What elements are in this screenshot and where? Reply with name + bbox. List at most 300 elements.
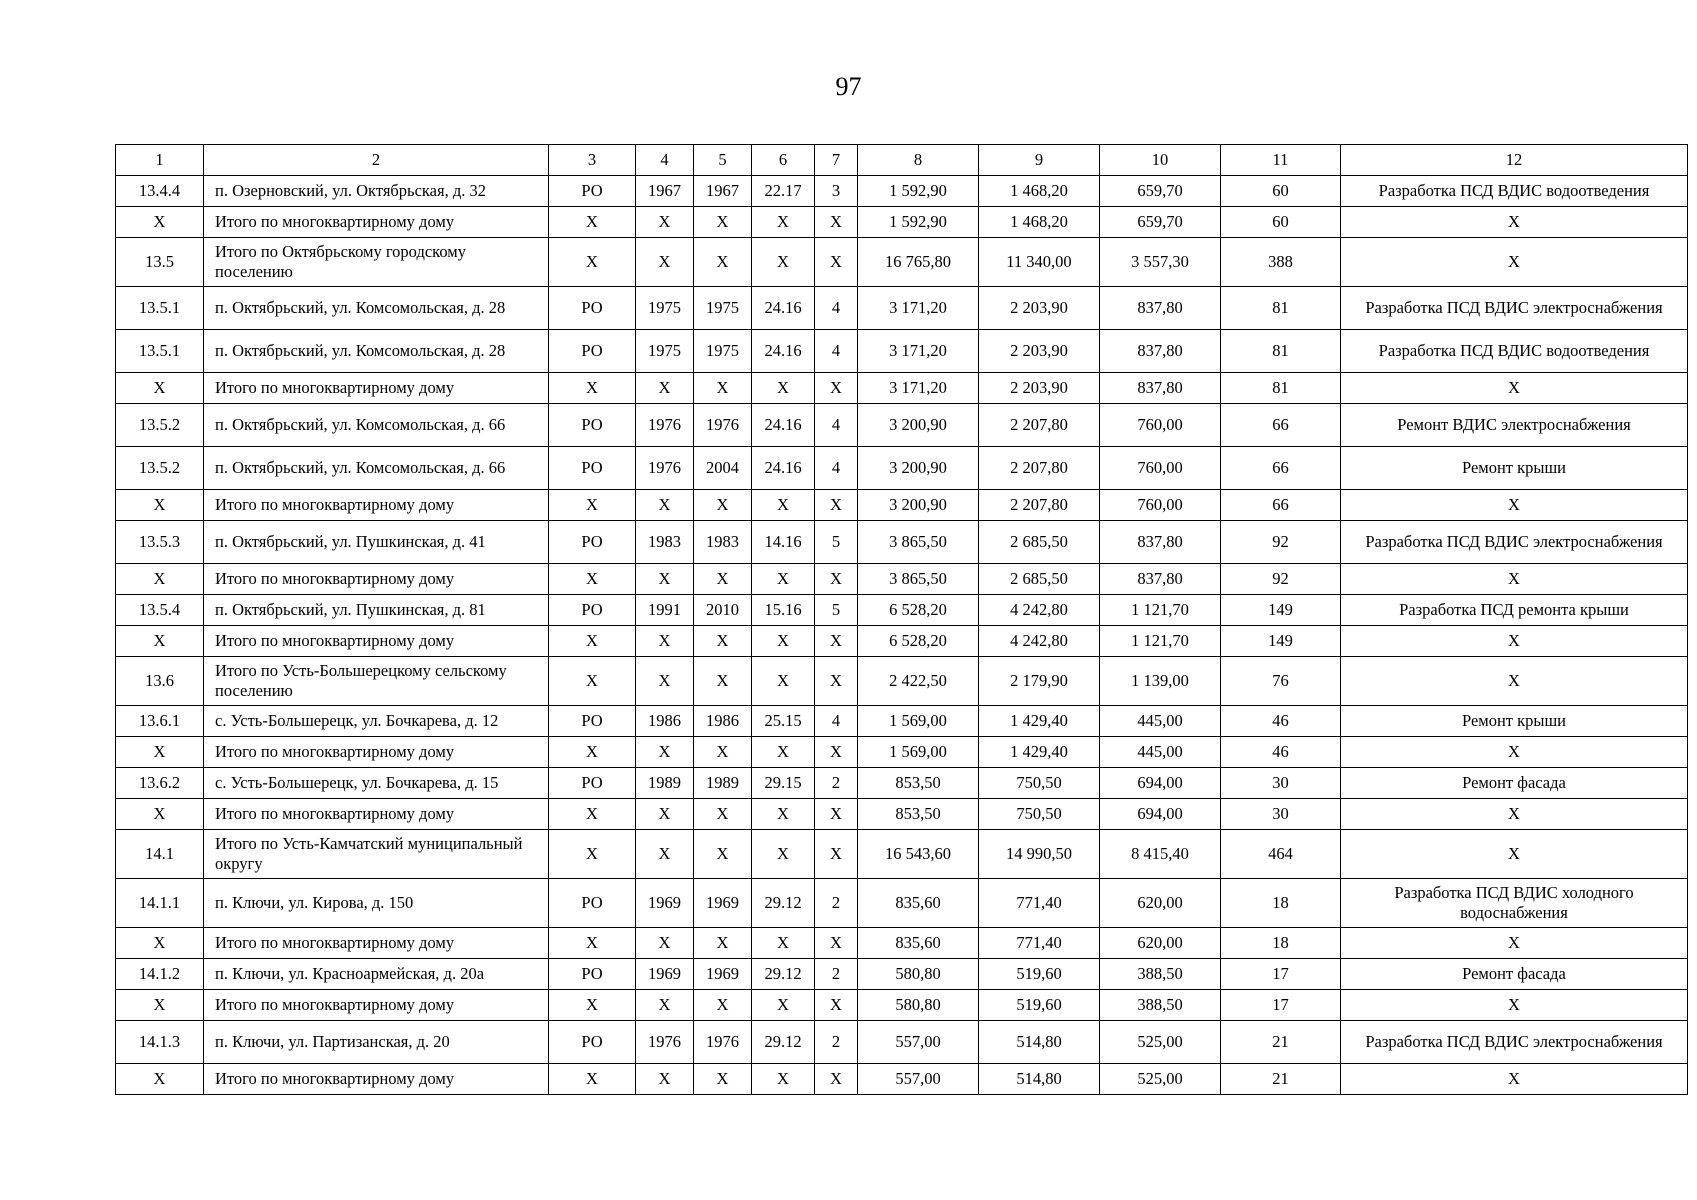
owner-method-cell: X [549,928,636,959]
cost-cell: 445,00 [1100,737,1221,768]
owner-method-cell: X [549,373,636,404]
owner-method-cell: РО [549,404,636,447]
repair-year-cell: X [694,626,752,657]
residents-cell: 92 [1221,564,1341,595]
work-type-cell: X [1341,490,1688,521]
living-area-cell: 4 242,80 [979,626,1100,657]
work-type-cell: Разработка ПСД ВДИС водоотведения [1341,176,1688,207]
living-area-cell: 771,40 [979,928,1100,959]
locality-code-cell: 24.16 [752,330,815,373]
owner-method-cell: X [549,490,636,521]
living-area-cell: 2 685,50 [979,521,1100,564]
repair-year-cell: 1969 [694,959,752,990]
floors-cell: X [815,490,858,521]
locality-code-cell: 24.16 [752,404,815,447]
floors-cell: X [815,564,858,595]
row-number-cell: 13.6 [116,657,204,706]
construction-year-cell: X [636,737,694,768]
locality-code-cell: X [752,990,815,1021]
table-row [116,595,1688,626]
residents-cell: 46 [1221,737,1341,768]
column-number: 9 [979,145,1100,176]
living-area-cell: 2 203,90 [979,330,1100,373]
table-row [116,287,1688,330]
construction-year-cell: X [636,830,694,879]
residents-cell: 66 [1221,490,1341,521]
row-number-cell: X [116,373,204,404]
owner-method-cell: X [549,626,636,657]
floors-cell: 5 [815,521,858,564]
owner-method-cell: X [549,564,636,595]
repair-year-cell: X [694,990,752,1021]
repair-year-cell: 1976 [694,404,752,447]
locality-code-cell: 25.15 [752,706,815,737]
row-number-cell: X [116,1064,204,1095]
address-cell: п. Октябрьский, ул. Пушкинская, д. 81 [204,595,549,626]
residents-cell: 17 [1221,990,1341,1021]
address-cell: Итого по многоквартирному дому [204,564,549,595]
floors-cell: X [815,238,858,287]
address-cell: Итого по Усть-Камчатский муниципальный округу [204,830,549,879]
table-row [116,928,1688,959]
total-area-cell: 3 200,90 [858,490,979,521]
work-type-cell: X [1341,737,1688,768]
column-number: 5 [694,145,752,176]
residents-cell: 17 [1221,959,1341,990]
table-row [116,207,1688,238]
locality-code-cell: X [752,799,815,830]
owner-method-cell: РО [549,879,636,928]
living-area-cell: 2 203,90 [979,287,1100,330]
living-area-cell: 519,60 [979,990,1100,1021]
owner-method-cell: X [549,799,636,830]
repair-year-cell: X [694,657,752,706]
total-area-cell: 557,00 [858,1021,979,1064]
floors-cell: 4 [815,447,858,490]
repair-year-cell: 1976 [694,1021,752,1064]
construction-year-cell: 1967 [636,176,694,207]
construction-year-cell: 1976 [636,1021,694,1064]
total-area-cell: 2 422,50 [858,657,979,706]
total-area-cell: 835,60 [858,879,979,928]
locality-code-cell: 24.16 [752,447,815,490]
owner-method-cell: X [549,657,636,706]
address-cell: Итого по многоквартирному дому [204,990,549,1021]
repair-year-cell: X [694,373,752,404]
repair-year-cell: X [694,490,752,521]
construction-year-cell: 1976 [636,404,694,447]
living-area-cell: 750,50 [979,768,1100,799]
total-area-cell: 580,80 [858,990,979,1021]
cost-cell: 659,70 [1100,176,1221,207]
floors-cell: 2 [815,879,858,928]
cost-cell: 694,00 [1100,768,1221,799]
cost-cell: 694,00 [1100,799,1221,830]
construction-year-cell: X [636,657,694,706]
cost-cell: 445,00 [1100,706,1221,737]
locality-code-cell: X [752,737,815,768]
cost-cell: 620,00 [1100,879,1221,928]
column-number: 11 [1221,145,1341,176]
living-area-cell: 1 468,20 [979,207,1100,238]
work-type-cell: Разработка ПСД ВДИС холодного водоснабжения [1341,879,1688,928]
work-type-cell: Ремонт фасада [1341,768,1688,799]
locality-code-cell: X [752,928,815,959]
address-cell: Итого по многоквартирному дому [204,1064,549,1095]
row-number-cell: 13.5.2 [116,404,204,447]
living-area-cell: 14 990,50 [979,830,1100,879]
construction-year-cell: 1969 [636,959,694,990]
residents-cell: 388 [1221,238,1341,287]
total-area-cell: 16 765,80 [858,238,979,287]
total-area-cell: 6 528,20 [858,595,979,626]
address-cell: с. Усть-Большерецк, ул. Бочкарева, д. 12 [204,706,549,737]
residents-cell: 81 [1221,373,1341,404]
table-row [116,238,1688,287]
owner-method-cell: X [549,238,636,287]
row-number-cell: 13.5.4 [116,595,204,626]
locality-code-cell: 24.16 [752,287,815,330]
work-type-cell: Разработка ПСД ВДИС водоотведения [1341,330,1688,373]
repair-year-cell: 1975 [694,287,752,330]
table-row [116,879,1688,928]
address-cell: Итого по многоквартирному дому [204,207,549,238]
residents-cell: 18 [1221,879,1341,928]
work-type-cell: Разработка ПСД ВДИС электроснабжения [1341,1021,1688,1064]
address-cell: п. Ключи, ул. Кирова, д. 150 [204,879,549,928]
floors-cell: X [815,657,858,706]
work-type-cell: X [1341,830,1688,879]
row-number-cell: X [116,928,204,959]
cost-cell: 388,50 [1100,990,1221,1021]
residents-cell: 21 [1221,1021,1341,1064]
work-type-cell: X [1341,564,1688,595]
work-type-cell: Ремонт крыши [1341,447,1688,490]
locality-code-cell: 29.15 [752,768,815,799]
residents-cell: 81 [1221,330,1341,373]
floors-cell: 4 [815,706,858,737]
row-number-cell: 13.6.2 [116,768,204,799]
residents-cell: 60 [1221,207,1341,238]
floors-cell: 4 [815,404,858,447]
column-number: 8 [858,145,979,176]
construction-year-cell: X [636,799,694,830]
floors-cell: 4 [815,287,858,330]
column-number: 1 [116,145,204,176]
living-area-cell: 750,50 [979,799,1100,830]
floors-cell: X [815,626,858,657]
address-cell: п. Ключи, ул. Красноармейская, д. 20а [204,959,549,990]
locality-code-cell: 15.16 [752,595,815,626]
living-area-cell: 2 203,90 [979,373,1100,404]
owner-method-cell: РО [549,447,636,490]
address-cell: п. Ключи, ул. Партизанская, д. 20 [204,1021,549,1064]
row-number-cell: X [116,564,204,595]
repair-year-cell: 1986 [694,706,752,737]
cost-cell: 620,00 [1100,928,1221,959]
repair-year-cell: 1967 [694,176,752,207]
owner-method-cell: X [549,990,636,1021]
locality-code-cell: 29.12 [752,879,815,928]
work-type-cell: X [1341,1064,1688,1095]
work-type-cell: Ремонт фасада [1341,959,1688,990]
locality-code-cell: X [752,626,815,657]
total-area-cell: 557,00 [858,1064,979,1095]
living-area-cell: 519,60 [979,959,1100,990]
address-cell: п. Октябрьский, ул. Комсомольская, д. 66 [204,447,549,490]
column-number: 10 [1100,145,1221,176]
total-area-cell: 3 200,90 [858,447,979,490]
total-area-cell: 3 865,50 [858,521,979,564]
total-area-cell: 3 171,20 [858,373,979,404]
cost-cell: 837,80 [1100,287,1221,330]
construction-year-cell: X [636,928,694,959]
total-area-cell: 16 543,60 [858,830,979,879]
construction-year-cell: X [636,626,694,657]
repair-year-cell: X [694,737,752,768]
living-area-cell: 1 429,40 [979,737,1100,768]
row-number-cell: 13.5.1 [116,330,204,373]
repair-year-cell: 2010 [694,595,752,626]
residents-cell: 66 [1221,447,1341,490]
cost-cell: 1 121,70 [1100,595,1221,626]
address-cell: п. Октябрьский, ул. Комсомольская, д. 28 [204,330,549,373]
owner-method-cell: РО [549,176,636,207]
work-type-cell: X [1341,799,1688,830]
address-cell: п. Озерновский, ул. Октябрьская, д. 32 [204,176,549,207]
row-number-cell: 14.1.2 [116,959,204,990]
total-area-cell: 3 171,20 [858,287,979,330]
construction-year-cell: 1975 [636,287,694,330]
locality-code-cell: 22.17 [752,176,815,207]
residents-cell: 30 [1221,768,1341,799]
living-area-cell: 514,80 [979,1064,1100,1095]
capital-repair-table [115,144,1688,1095]
total-area-cell: 1 569,00 [858,706,979,737]
work-type-cell: X [1341,657,1688,706]
living-area-cell: 2 685,50 [979,564,1100,595]
address-cell: п. Октябрьский, ул. Комсомольская, д. 66 [204,404,549,447]
locality-code-cell: X [752,207,815,238]
repair-year-cell: 1989 [694,768,752,799]
table-row [116,521,1688,564]
work-type-cell: Ремонт ВДИС электроснабжения [1341,404,1688,447]
work-type-cell: X [1341,207,1688,238]
row-number-cell: 13.5 [116,238,204,287]
repair-year-cell: X [694,207,752,238]
construction-year-cell: X [636,238,694,287]
column-number: 2 [204,145,549,176]
residents-cell: 149 [1221,595,1341,626]
row-number-cell: 13.5.3 [116,521,204,564]
table-body [116,176,1688,1095]
construction-year-cell: X [636,207,694,238]
total-area-cell: 3 200,90 [858,404,979,447]
row-number-cell: 13.4.4 [116,176,204,207]
table-row [116,447,1688,490]
floors-cell: 4 [815,330,858,373]
repair-year-cell: 2004 [694,447,752,490]
locality-code-cell: X [752,373,815,404]
total-area-cell: 3 171,20 [858,330,979,373]
construction-year-cell: 1976 [636,447,694,490]
living-area-cell: 2 207,80 [979,404,1100,447]
residents-cell: 66 [1221,404,1341,447]
cost-cell: 659,70 [1100,207,1221,238]
row-number-cell: X [116,490,204,521]
column-number-row [116,145,1688,176]
total-area-cell: 3 865,50 [858,564,979,595]
owner-method-cell: X [549,737,636,768]
construction-year-cell: X [636,373,694,404]
cost-cell: 837,80 [1100,521,1221,564]
owner-method-cell: РО [549,287,636,330]
column-number: 4 [636,145,694,176]
living-area-cell: 4 242,80 [979,595,1100,626]
construction-year-cell: X [636,564,694,595]
address-cell: Итого по Октябрьскому городскому поселению [204,238,549,287]
repair-year-cell: X [694,830,752,879]
living-area-cell: 2 207,80 [979,490,1100,521]
cost-cell: 760,00 [1100,447,1221,490]
residents-cell: 92 [1221,521,1341,564]
work-type-cell: X [1341,373,1688,404]
construction-year-cell: 1991 [636,595,694,626]
repair-year-cell: X [694,928,752,959]
row-number-cell: 14.1.3 [116,1021,204,1064]
construction-year-cell: 1986 [636,706,694,737]
address-cell: Итого по многоквартирному дому [204,928,549,959]
table-row [116,404,1688,447]
table-row [116,1021,1688,1064]
owner-method-cell: РО [549,706,636,737]
table-row [116,959,1688,990]
total-area-cell: 1 592,90 [858,207,979,238]
locality-code-cell: X [752,238,815,287]
table-row [116,657,1688,706]
total-area-cell: 835,60 [858,928,979,959]
owner-method-cell: РО [549,768,636,799]
total-area-cell: 1 592,90 [858,176,979,207]
locality-code-cell: X [752,830,815,879]
table-row [116,330,1688,373]
table-row [116,176,1688,207]
table-row [116,706,1688,737]
address-cell: Итого по многоквартирному дому [204,373,549,404]
residents-cell: 21 [1221,1064,1341,1095]
floors-cell: X [815,830,858,879]
floors-cell: X [815,207,858,238]
address-cell: Итого по многоквартирному дому [204,626,549,657]
construction-year-cell: X [636,990,694,1021]
residents-cell: 76 [1221,657,1341,706]
floors-cell: X [815,1064,858,1095]
cost-cell: 837,80 [1100,330,1221,373]
residents-cell: 46 [1221,706,1341,737]
address-cell: Итого по многоквартирному дому [204,799,549,830]
living-area-cell: 1 429,40 [979,706,1100,737]
table-row [116,799,1688,830]
floors-cell: 3 [815,176,858,207]
living-area-cell: 514,80 [979,1021,1100,1064]
table-row [116,768,1688,799]
living-area-cell: 11 340,00 [979,238,1100,287]
locality-code-cell: X [752,657,815,706]
column-number: 3 [549,145,636,176]
repair-year-cell: X [694,799,752,830]
row-number-cell: 13.5.2 [116,447,204,490]
cost-cell: 837,80 [1100,373,1221,404]
floors-cell: X [815,737,858,768]
row-number-cell: X [116,626,204,657]
cost-cell: 760,00 [1100,404,1221,447]
row-number-cell: 14.1.1 [116,879,204,928]
table-row [116,990,1688,1021]
row-number-cell: X [116,799,204,830]
table-row [116,373,1688,404]
page-number: 97 [835,72,862,101]
cost-cell: 837,80 [1100,564,1221,595]
total-area-cell: 1 569,00 [858,737,979,768]
column-number: 12 [1341,145,1688,176]
floors-cell: X [815,799,858,830]
table-row [116,830,1688,879]
construction-year-cell: 1989 [636,768,694,799]
address-cell: с. Усть-Большерецк, ул. Бочкарева, д. 15 [204,768,549,799]
owner-method-cell: X [549,1064,636,1095]
address-cell: Итого по многоквартирному дому [204,737,549,768]
locality-code-cell: X [752,564,815,595]
repair-year-cell: X [694,564,752,595]
locality-code-cell: 29.12 [752,959,815,990]
row-number-cell: X [116,207,204,238]
living-area-cell: 2 207,80 [979,447,1100,490]
cost-cell: 1 139,00 [1100,657,1221,706]
cost-cell: 525,00 [1100,1021,1221,1064]
construction-year-cell: X [636,1064,694,1095]
construction-year-cell: 1983 [636,521,694,564]
work-type-cell: X [1341,990,1688,1021]
work-type-cell: X [1341,626,1688,657]
floors-cell: X [815,928,858,959]
row-number-cell: 14.1 [116,830,204,879]
floors-cell: 2 [815,959,858,990]
work-type-cell: Ремонт крыши [1341,706,1688,737]
address-cell: п. Октябрьский, ул. Комсомольская, д. 28 [204,287,549,330]
total-area-cell: 853,50 [858,799,979,830]
residents-cell: 81 [1221,287,1341,330]
row-number-cell: X [116,737,204,768]
locality-code-cell: X [752,1064,815,1095]
table-row [116,626,1688,657]
total-area-cell: 580,80 [858,959,979,990]
work-type-cell: Разработка ПСД ремонта крыши [1341,595,1688,626]
repair-year-cell: 1975 [694,330,752,373]
cost-cell: 525,00 [1100,1064,1221,1095]
owner-method-cell: РО [549,521,636,564]
cost-cell: 760,00 [1100,490,1221,521]
construction-year-cell: 1969 [636,879,694,928]
owner-method-cell: РО [549,330,636,373]
cost-cell: 8 415,40 [1100,830,1221,879]
floors-cell: 5 [815,595,858,626]
residents-cell: 60 [1221,176,1341,207]
column-number: 7 [815,145,858,176]
address-cell: Итого по многоквартирному дому [204,490,549,521]
address-cell: п. Октябрьский, ул. Пушкинская, д. 41 [204,521,549,564]
total-area-cell: 6 528,20 [858,626,979,657]
locality-code-cell: 29.12 [752,1021,815,1064]
